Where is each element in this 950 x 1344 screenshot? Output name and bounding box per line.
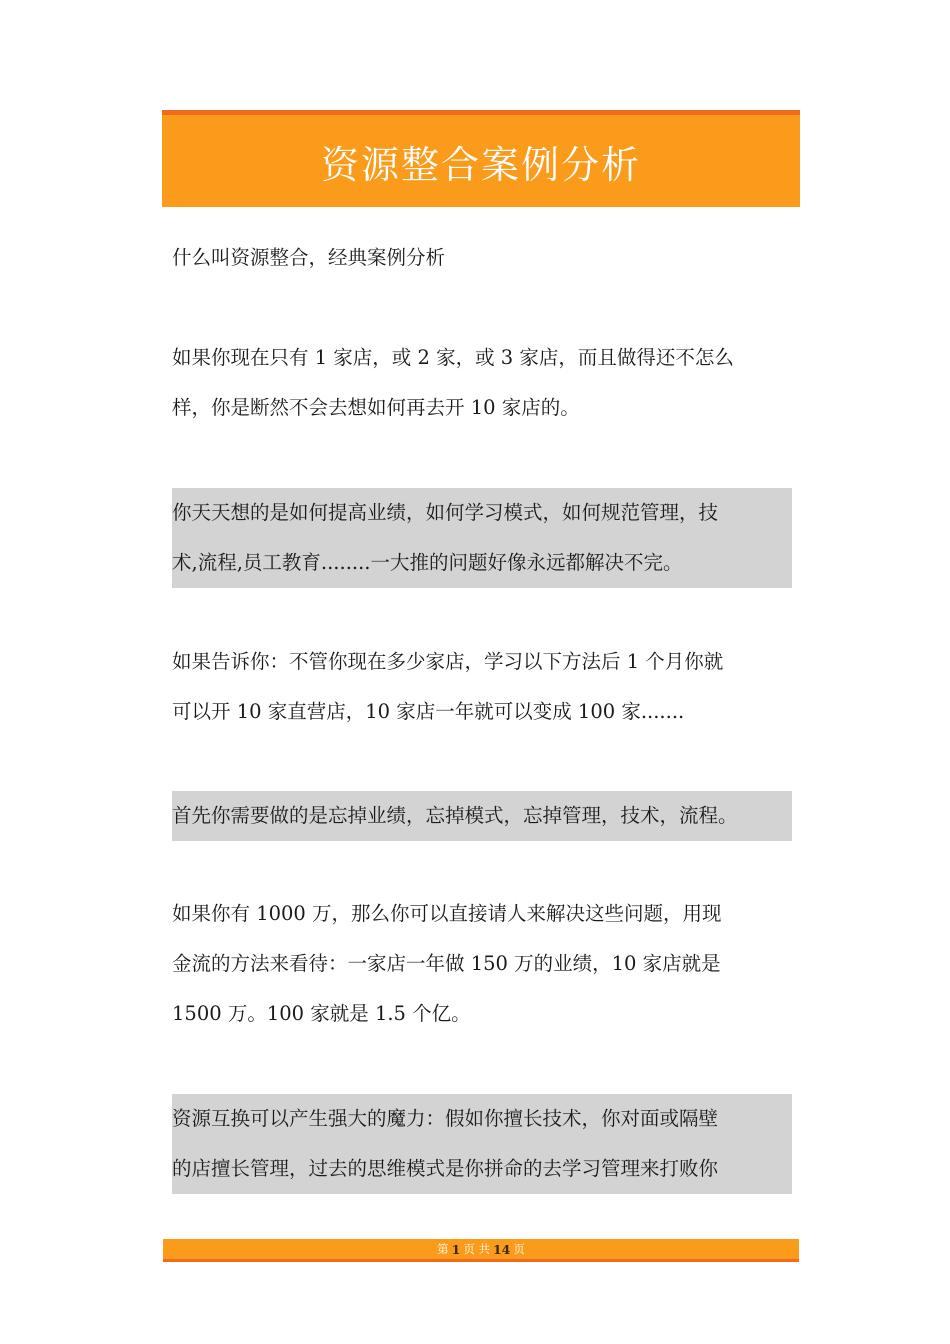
footer-page-number: 1 [451,1241,461,1257]
text-line: 金流的方法来看待：一家店一年做 150 万的业绩，10 家店就是 [172,952,721,975]
text-line: 如果你现在只有 1 家店，或 2 家，或 3 家店，而且做得还不怎么 [172,346,734,369]
text-line: 如果你有 1000 万，那么你可以直接请人来解决这些问题，用现 [172,902,722,925]
footer-prefix: 第 [437,1242,449,1256]
text-line: 如果告诉你：不管你现在多少家店，学习以下方法后 1 个月你就 [172,650,724,673]
text-line: 可以开 10 家直营店，10 家店一年就可以变成 100 家....... [172,700,685,723]
paragraph-2 [172,333,792,433]
title-banner [162,110,800,207]
text-line: 1500 万。100 家就是 1.5 个亿。 [172,1002,471,1025]
paragraph-4 [172,637,792,737]
paragraph-3-highlighted [172,488,792,588]
text-line: 资源互换可以产生强大的魔力：假如你擅长技术，你对面或隔壁 [172,1094,792,1144]
paragraph-7-highlighted [172,1094,792,1194]
text-line: 样，你是断然不会去想如何再去开 10 家店的。 [172,396,580,419]
text-line: 首先你需要做的是忘掉业绩，忘掉模式，忘掉管理，技术，流程。 [172,791,792,841]
text-line: 你天天想的是如何提高业绩，如何学习模式，如何规范管理，技 [172,488,792,538]
text-line: 术,流程,员工教育........一大推的问题好像永远都解决不完。 [172,538,792,588]
text-line: 的店擅长管理，过去的思维模式是你拼命的去学习管理来打败你 [172,1144,792,1194]
page-footer [163,1239,799,1262]
footer-middle: 页 共 [463,1242,490,1256]
text-line: 什么叫资源整合，经典案例分析 [172,246,446,269]
footer-suffix: 页 [513,1242,525,1256]
footer-total-pages: 14 [492,1241,511,1257]
paragraph-5-highlighted [172,791,792,841]
document-title: 资源整合案例分析 [320,142,641,187]
paragraph-1 [172,233,792,283]
paragraph-6 [172,889,792,1039]
